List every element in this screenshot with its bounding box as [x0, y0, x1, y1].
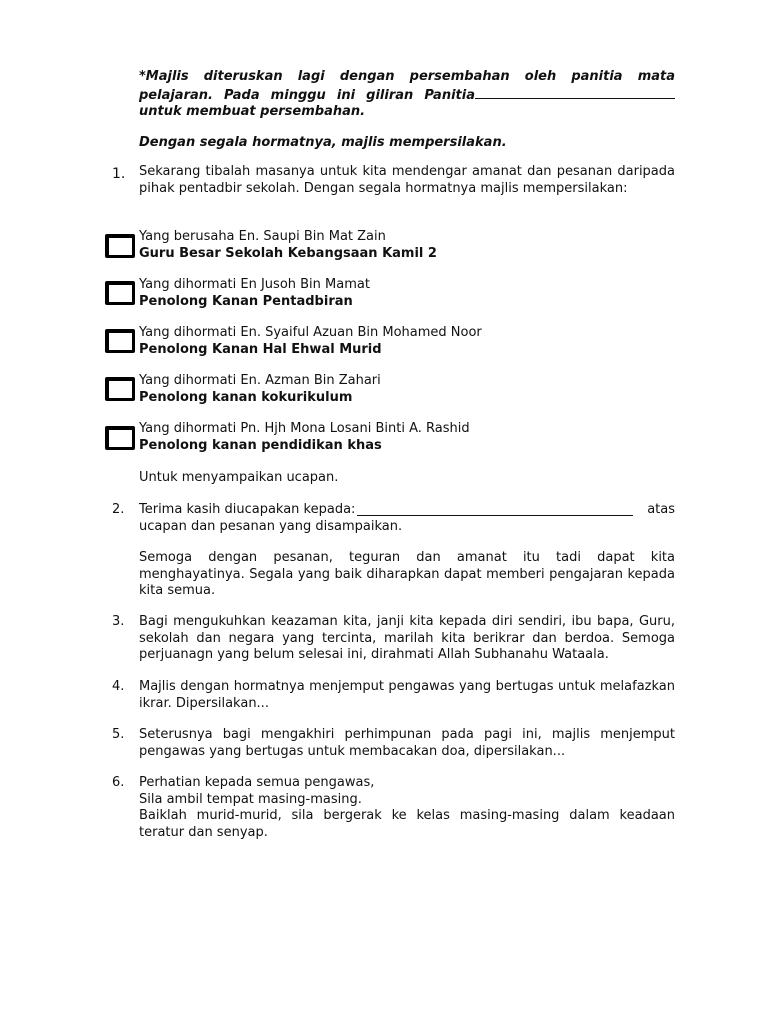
item-2-text: [139, 502, 675, 535]
checkbox-officer-1[interactable]: [105, 234, 135, 258]
officer-2-name: Yang dihormati En Jusoh Bin Mamat: [139, 277, 370, 292]
officer-3-title: Penolong Kanan Hal Ehwal Murid: [139, 341, 382, 357]
panitia-blank-line: [475, 86, 675, 99]
item-5-text: Seterusnya bagi mengakhiri perhimpunan pada pagi ini, majlis menjemput pengawas yang bertugas untuk membacakan doa, dipersilakan...: [139, 727, 675, 759]
checkbox-officer-2[interactable]: [105, 281, 135, 305]
item-number-1: 1.: [112, 166, 126, 182]
item-number-2: 2.: [112, 502, 125, 517]
checkbox-officer-3[interactable]: [105, 329, 135, 353]
officer-entry-4: [139, 373, 675, 406]
item-number-4: 4.: [112, 679, 125, 694]
item-number-6: 6.: [112, 775, 125, 790]
item-6-line-3: Baiklah murid-murid, sila bergerak ke kelas masing-masing dalam keadaan teratur dan senyap.: [139, 808, 675, 840]
item-number-3: 3.: [112, 614, 125, 629]
intro-paragraph: [139, 69, 675, 121]
item-number-5: 5.: [112, 727, 125, 742]
item-2-atas: atas: [647, 502, 675, 517]
officer-1-title: Guru Besar Sekolah Kebangsaan Kamil 2: [139, 245, 437, 261]
checkbox-officer-4[interactable]: [105, 377, 135, 401]
item-2-text-before-blank: Terima kasih diucapakan kepada:: [139, 502, 356, 517]
item-2-followup: Semoga dengan pesanan, teguran dan amanat itu tadi dapat kita menghayatinya. Segala yang baik diharapkan dapat memberi pengajaran kepada kita semua.: [139, 550, 675, 598]
officer-3-name: Yang dihormati En. Syaiful Azuan Bin Mohamed Noor: [139, 325, 482, 340]
officer-5-name: Yang dihormati Pn. Hjh Mona Losani Binti A. Rashid: [139, 421, 470, 436]
item-6-line-1: Perhatian kepada semua pengawas,: [139, 775, 375, 790]
officer-entry-2: [139, 277, 675, 310]
officer-entry-1: [139, 229, 675, 262]
item-2-first-line: [139, 502, 675, 519]
item-6-text: [139, 775, 675, 841]
item-6-line-2: Sila ambil tempat masing-masing.: [139, 791, 362, 807]
officer-2-title: Penolong Kanan Pentadbiran: [139, 293, 353, 309]
officer-5-title: Penolong kanan pendidikan khas: [139, 437, 382, 453]
intro-invite: Dengan segala hormatnya, majlis mempersilakan.: [139, 135, 507, 150]
officer-entry-3: [139, 325, 675, 358]
officer-4-name: Yang dihormati En. Azman Bin Zahari: [139, 373, 381, 388]
officer-4-title: Penolong kanan kokurikulum: [139, 389, 353, 405]
item-1-text: Sekarang tibalah masanya untuk kita mendengar amanat dan pesanan daripada pihak pentadbir sekolah. Dengan segala hormatnya majlis mempersilakan:: [139, 164, 675, 196]
officer-entry-5: [139, 421, 675, 454]
thanks-blank-line: [357, 503, 633, 516]
officer-1-name: Yang berusaha En. Saupi Bin Mat Zain: [139, 229, 386, 244]
closing-invite: Untuk menyampaikan ucapan.: [139, 470, 339, 485]
intro-text-before-blank: *Majlis diteruskan lagi dengan persembahan oleh panitia mata pelajaran. Pada minggu ini giliran Panitia: [139, 69, 675, 103]
checkbox-officer-5[interactable]: [105, 426, 135, 450]
item-4-text: Majlis dengan hormatnya menjemput pengawas yang bertugas untuk melafazkan ikrar. Dipersilakan...: [139, 679, 675, 711]
intro-text-after-blank: untuk membuat persembahan.: [139, 104, 366, 119]
item-2-second-line: ucapan dan pesanan yang disampaikan.: [139, 518, 403, 534]
item-3-text: Bagi mengukuhkan keazaman kita, janji kita kepada diri sendiri, ibu bapa, Guru, sekolah dan negara yang tercinta, marilah kita berikrar dan berdoa. Semoga perjuanagn yang belum selesai ini, dirahmati Allah Subhanahu Wataala.: [139, 614, 675, 662]
